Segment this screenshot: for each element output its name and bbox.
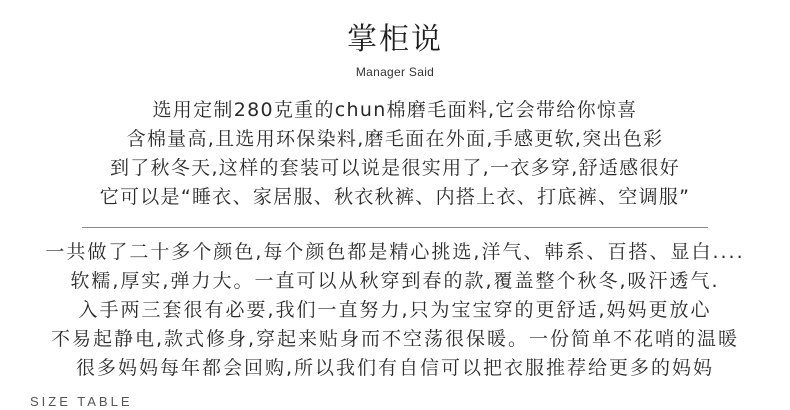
intro-line: 它可以是“睡衣、家居服、秋衣秋裤、内搭上衣、打底裤、空调服”: [99, 186, 691, 208]
detail-paragraph: [0, 238, 790, 383]
section-title: 掌柜说: [347, 22, 443, 57]
intro-line: 到了秋冬天,这样的套装可以说是很实用了,一衣多穿,舒适感很好: [109, 157, 681, 179]
detail-line: 不易起静电,款式修身,穿起来贴身而不空荡很保暖。一份简单不花哨的温暖: [50, 328, 740, 350]
section-divider: [82, 227, 708, 228]
intro-paragraph: [0, 96, 790, 212]
intro-line: 含棉量高,且选用环保染料,磨毛面在外面,手感更软,突出色彩: [126, 128, 664, 150]
section-subtitle: Manager Said: [355, 65, 435, 79]
detail-line: 入手两三套很有必要,我们一直努力,只为宝宝穿的更舒适,妈妈更放心: [78, 299, 712, 321]
detail-line: 一共做了二十多个颜色,每个颜色都是精心挑选,洋气、韩系、百搭、显白....: [45, 241, 745, 263]
detail-line: 软糯,厚实,弹力大。一直可以从秋穿到春的款,覆盖整个秋冬,吸汗透气.: [70, 270, 720, 292]
detail-line: 很多妈妈每年都会回购,所以我们有自信可以把衣服推荐给更多的妈妈: [75, 357, 715, 379]
intro-line: 选用定制280克重的chun棉磨毛面料,它会带给你惊喜: [152, 99, 638, 121]
next-section-heading-cut: SIZE TABLE: [30, 394, 133, 409]
